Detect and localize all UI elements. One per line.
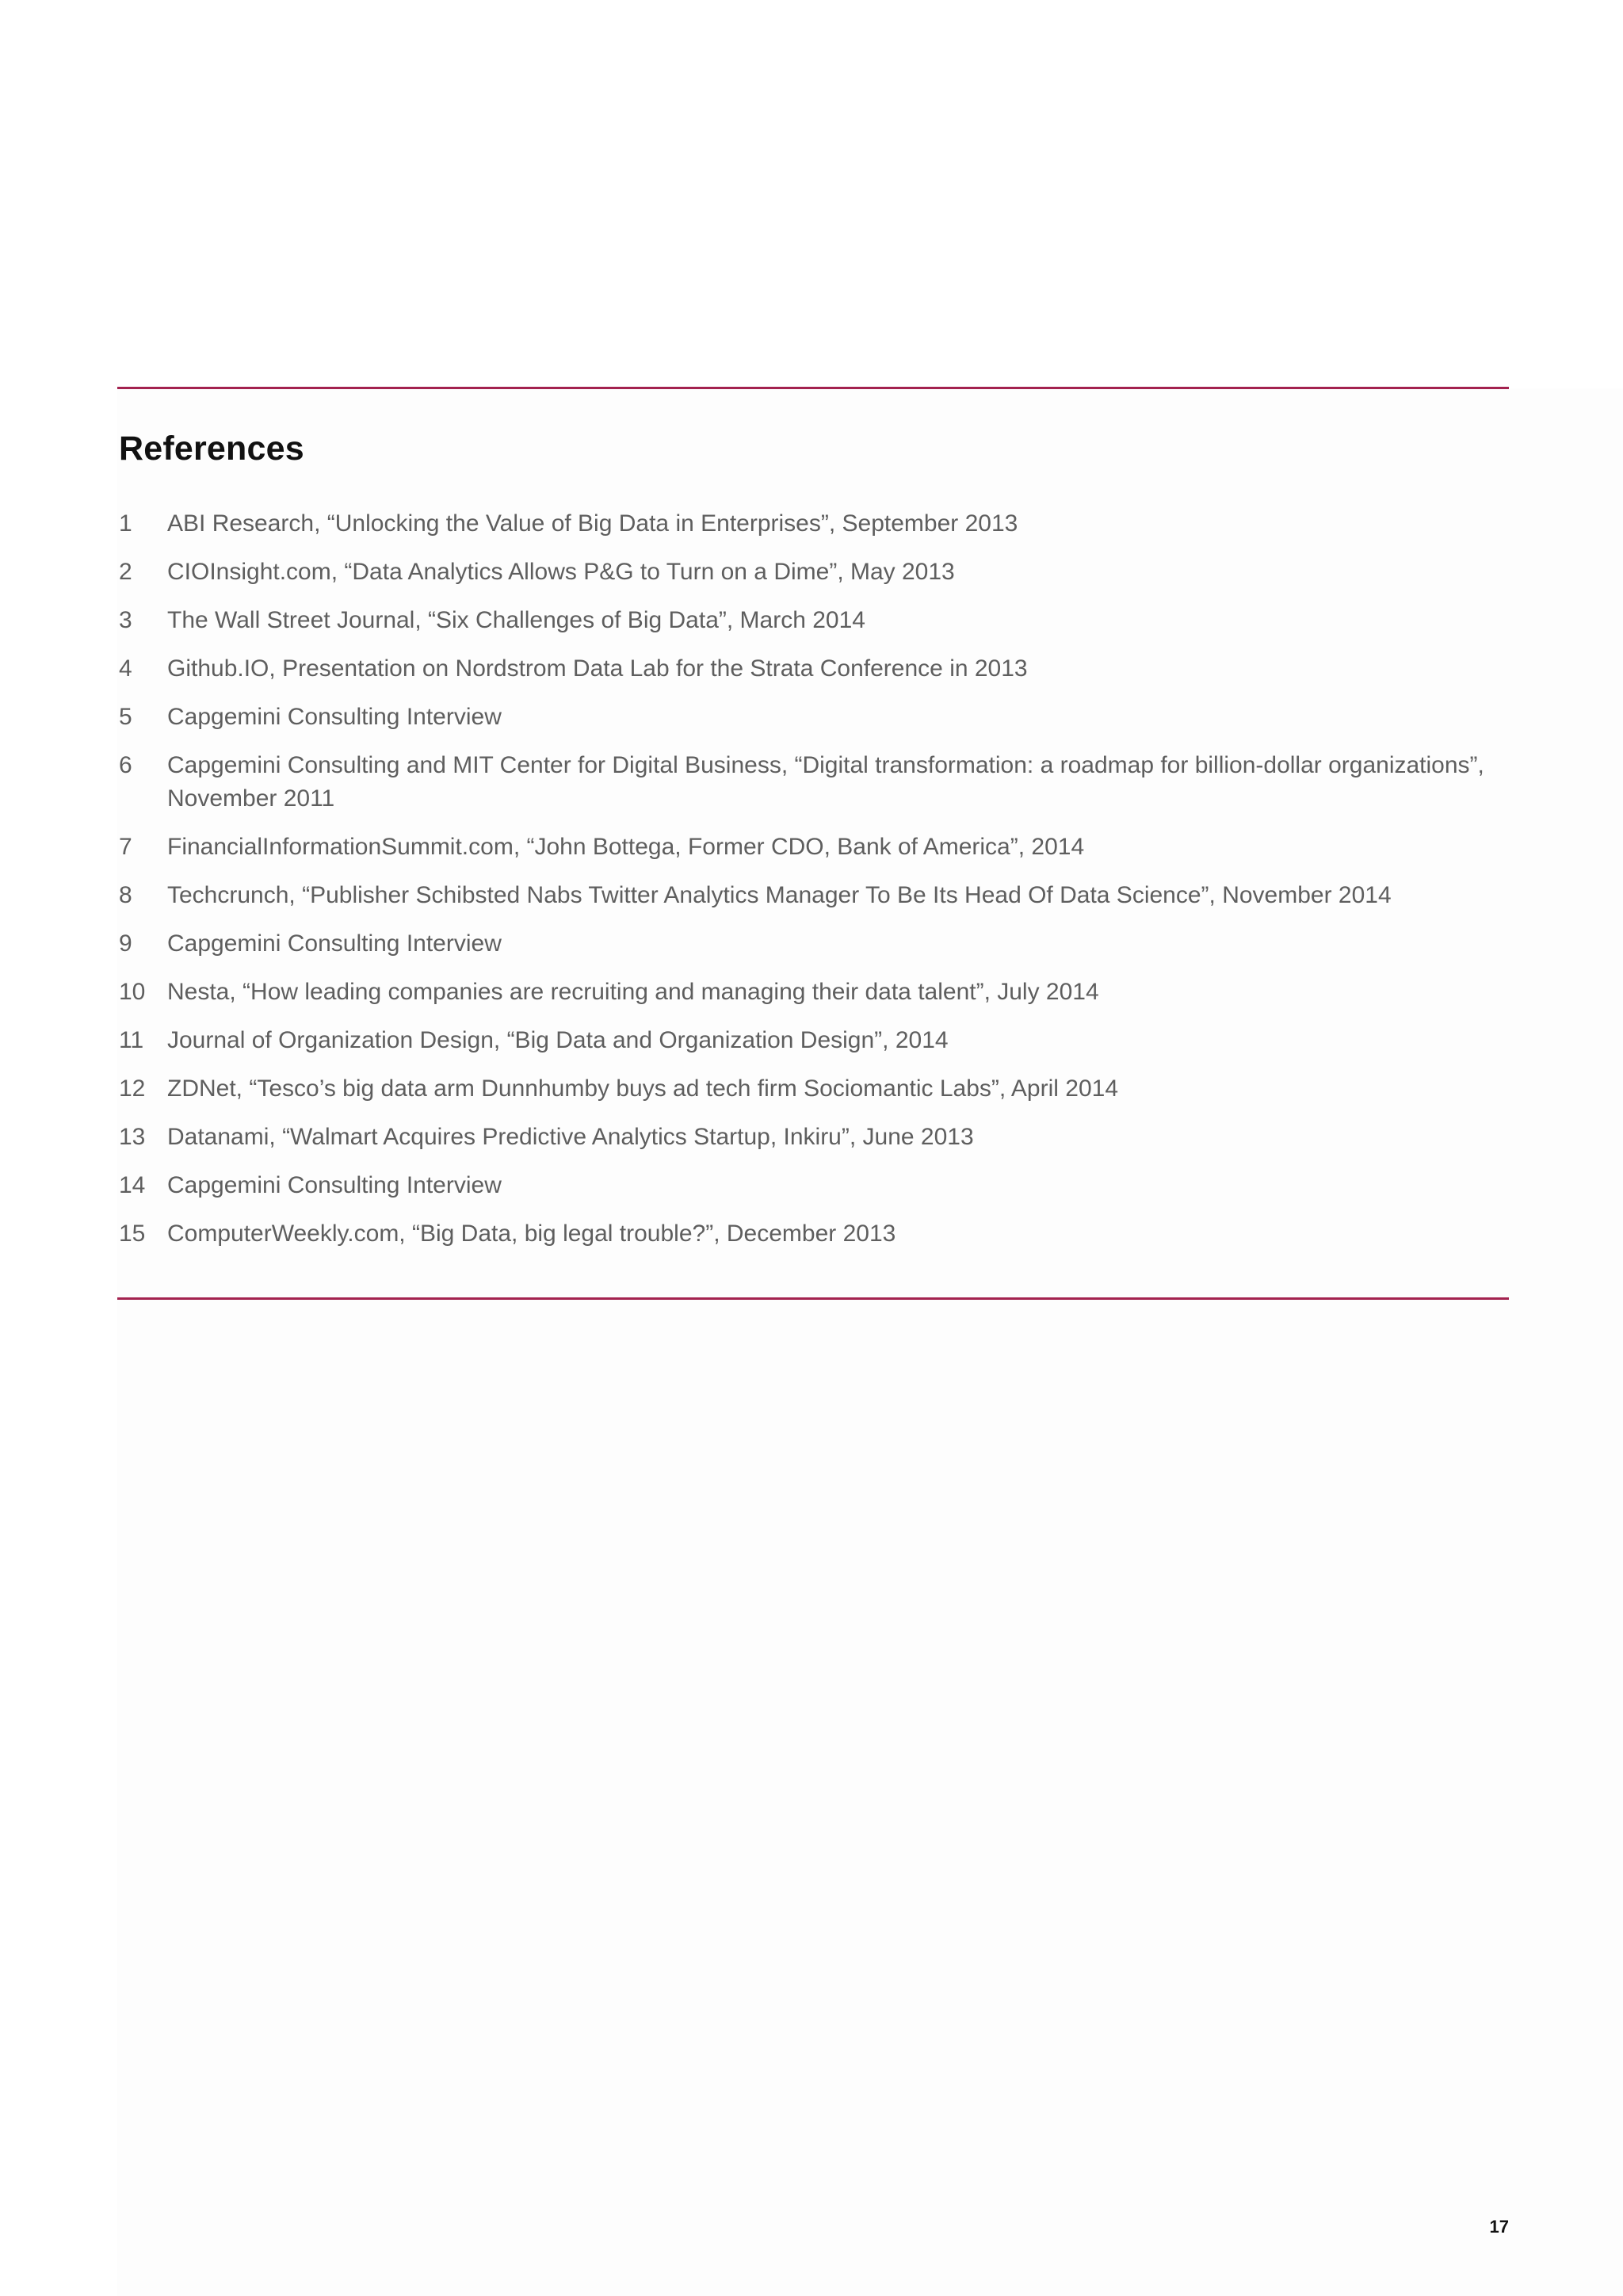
reference-number: 15 bbox=[119, 1220, 146, 1247]
reference-item-7 bbox=[119, 831, 1509, 864]
reference-number: 10 bbox=[119, 978, 146, 1005]
reference-item-13 bbox=[119, 1121, 1509, 1154]
reference-text: CIOInsight.com, “Data Analytics Allows P&G to Turn on a Dime”, May 2013 bbox=[167, 559, 955, 585]
reference-text: Capgemini Consulting Interview bbox=[167, 704, 502, 730]
reference-text: Nesta, “How leading companies are recruiting and managing their data talent”, July 2014 bbox=[167, 978, 1099, 1005]
reference-item-12 bbox=[119, 1072, 1509, 1106]
page-number: 17 bbox=[1489, 2217, 1509, 2237]
reference-text: ABI Research, “Unlocking the Value of Big Data in Enterprises”, September 2013 bbox=[167, 510, 1018, 537]
reference-number: 6 bbox=[119, 752, 132, 778]
reference-text: Capgemini Consulting Interview bbox=[167, 1171, 502, 1198]
reference-text: Datanami, “Walmart Acquires Predictive Analytics Startup, Inkiru”, June 2013 bbox=[167, 1123, 974, 1150]
reference-number: 13 bbox=[119, 1123, 146, 1150]
reference-item-6 bbox=[119, 749, 1509, 815]
bottom-divider bbox=[117, 1297, 1509, 1300]
reference-number: 12 bbox=[119, 1075, 146, 1102]
reference-item-5 bbox=[119, 701, 1509, 734]
reference-number: 14 bbox=[119, 1171, 146, 1198]
reference-item-3 bbox=[119, 604, 1509, 637]
reference-number: 4 bbox=[119, 655, 132, 682]
reference-item-8 bbox=[119, 879, 1509, 912]
reference-number: 9 bbox=[119, 930, 132, 957]
reference-text: Techcrunch, “Publisher Schibsted Nabs Twitter Analytics Manager To Be Its Head Of Data Science”, November 2014 bbox=[167, 881, 1392, 908]
reference-item-2 bbox=[119, 556, 1509, 589]
reference-item-4 bbox=[119, 652, 1509, 686]
reference-text: Capgemini Consulting and MIT Center for Digital Business, “Digital transformation: a roadmap for billion-dollar organizations”, November 2011 bbox=[167, 752, 1484, 812]
reference-item-9 bbox=[119, 927, 1509, 961]
reference-number: 11 bbox=[119, 1026, 144, 1053]
reference-number: 3 bbox=[119, 607, 132, 633]
reference-text: Journal of Organization Design, “Big Data and Organization Design”, 2014 bbox=[167, 1026, 949, 1053]
reference-text: Capgemini Consulting Interview bbox=[167, 930, 502, 957]
reference-text: FinancialInformationSummit.com, “John Bottega, Former CDO, Bank of America”, 2014 bbox=[167, 833, 1085, 860]
reference-number: 7 bbox=[119, 833, 132, 860]
reference-item-15 bbox=[119, 1217, 1509, 1251]
references-list bbox=[119, 507, 1509, 1266]
reference-item-11 bbox=[119, 1024, 1509, 1057]
page-title: References bbox=[119, 430, 304, 468]
reference-text: ZDNet, “Tesco’s big data arm Dunnhumby buys ad tech firm Sociomantic Labs”, April 2014 bbox=[167, 1075, 1118, 1102]
reference-number: 5 bbox=[119, 704, 132, 730]
reference-text: ComputerWeekly.com, “Big Data, big legal trouble?”, December 2013 bbox=[167, 1220, 896, 1247]
reference-item-14 bbox=[119, 1169, 1509, 1202]
reference-text: The Wall Street Journal, “Six Challenges of Big Data”, March 2014 bbox=[167, 607, 865, 633]
reference-item-10 bbox=[119, 976, 1509, 1009]
reference-number: 2 bbox=[119, 559, 132, 585]
reference-number: 1 bbox=[119, 510, 132, 537]
reference-item-1 bbox=[119, 507, 1509, 541]
reference-text: Github.IO, Presentation on Nordstrom Data Lab for the Strata Conference in 2013 bbox=[167, 655, 1028, 682]
reference-number: 8 bbox=[119, 881, 132, 908]
top-divider bbox=[117, 387, 1509, 389]
